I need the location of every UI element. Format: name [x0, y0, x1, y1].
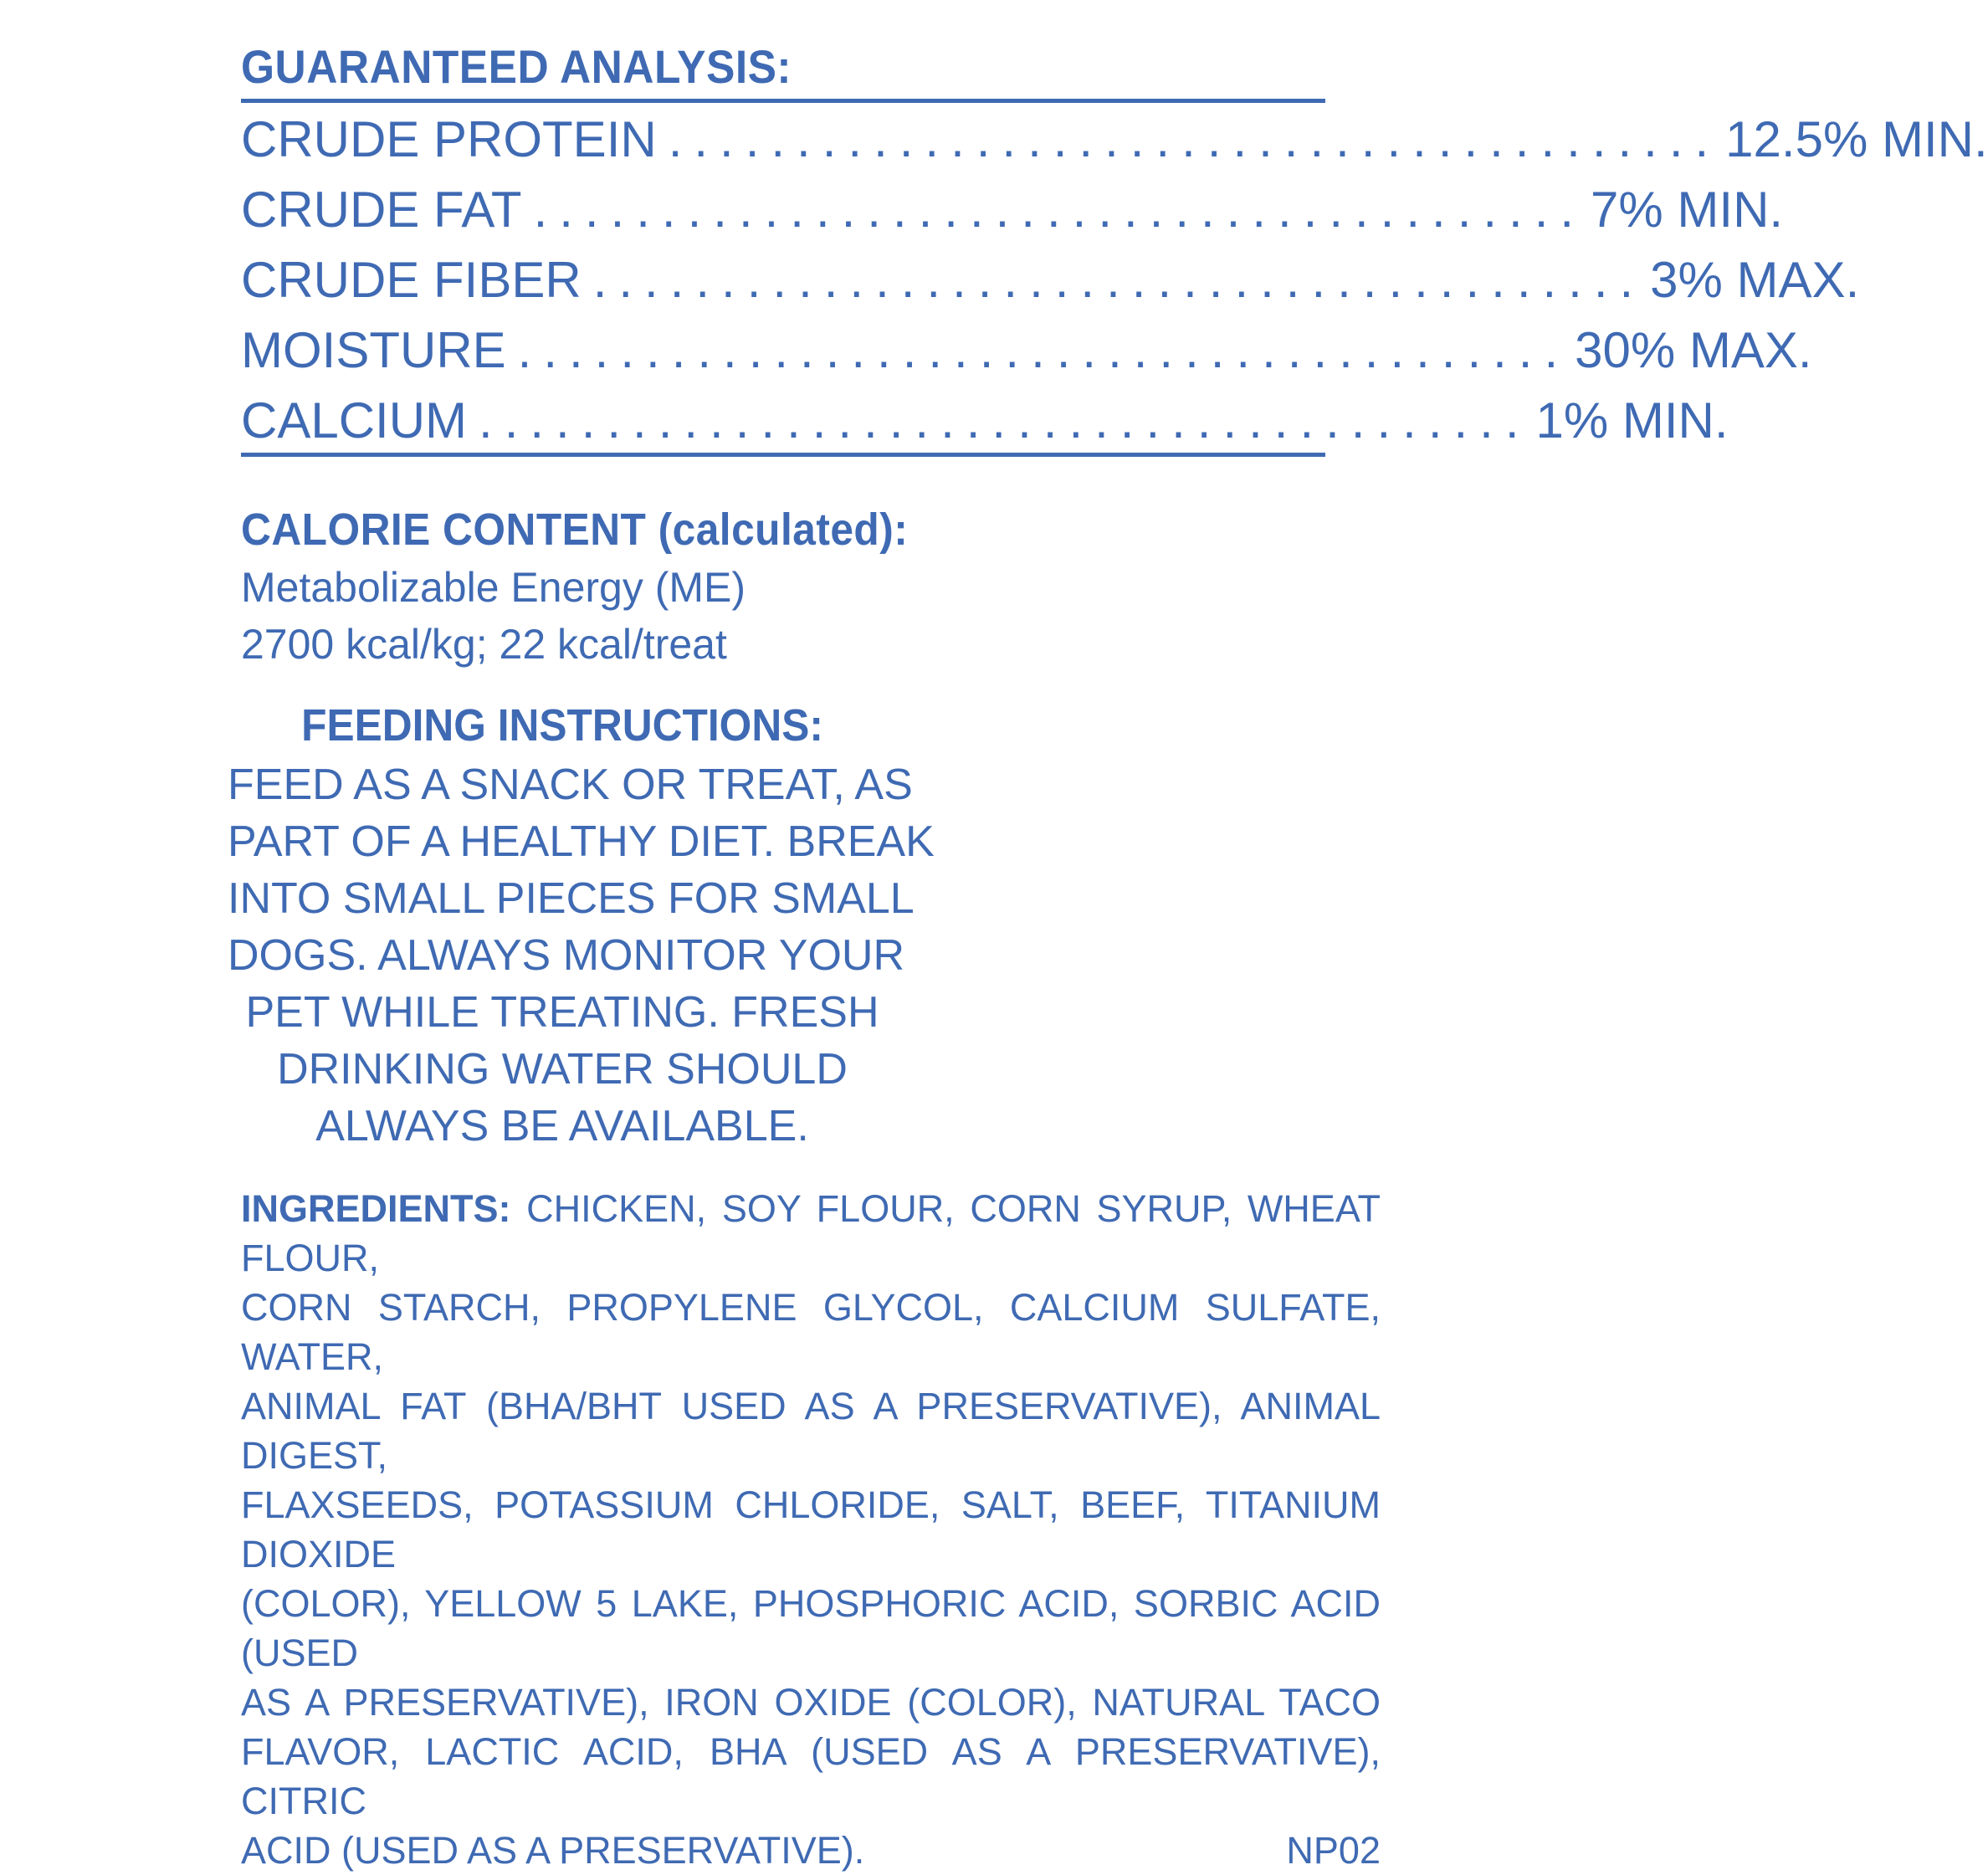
feeding-instructions-title: FEEDING INSTRUCTIONS: — [301, 700, 823, 751]
ingredients-line: CORN STARCH, PROPYLENE GLYCOL, CALCIUM SULFATE, WATER, — [241, 1286, 1381, 1378]
bottom-rule — [241, 453, 1325, 457]
ingredients — [241, 1184, 1381, 1875]
ingredients-text: CHICKEN, SOY FLOUR, CORN SYRUP, WHEAT FLOUR, — [241, 1187, 1381, 1279]
feeding-line: PET WHILE TREATING. FRESH — [245, 988, 879, 1037]
ingredients-line: ANIMAL FAT (BHA/BHT USED AS A PRESERVATIVE), ANIMAL DIGEST, — [241, 1385, 1381, 1477]
guaranteed-analysis-title: GUARANTEED ANALYSIS: — [241, 40, 792, 93]
analysis-row-moisture — [241, 321, 1812, 380]
analysis-name: CALCIUM — [241, 392, 468, 448]
dot-leader: ......................................... — [592, 252, 1646, 308]
analysis-value: 12.5% MIN. — [1725, 111, 1988, 167]
feeding-line: INTO SMALL PIECES FOR SMALL — [228, 874, 915, 923]
analysis-name: CRUDE FAT — [241, 182, 522, 238]
feeding-line: ALWAYS BE AVAILABLE. — [315, 1102, 809, 1150]
dot-leader: ......................................... — [479, 392, 1531, 448]
analysis-value: 30% MAX. — [1575, 322, 1812, 378]
feeding-line: DRINKING WATER SHOULD — [277, 1045, 848, 1094]
analysis-value: 3% MAX. — [1650, 252, 1860, 308]
feeding-line: FEED AS A SNACK OR TREAT, AS — [228, 761, 913, 809]
ingredients-line: FLAXSEEDS, POTASSIUM CHLORIDE, SALT, BEEF, TITANIUM DIOXIDE — [241, 1483, 1381, 1575]
analysis-row-calcium — [241, 392, 1729, 450]
ingredients-text: ACID (USED AS A PRESERVATIVE). — [241, 1829, 865, 1872]
analysis-name: CRUDE FIBER — [241, 252, 582, 308]
top-rule — [241, 99, 1325, 103]
feeding-instructions — [228, 700, 935, 1155]
analysis-row-crude-fat — [241, 181, 1784, 239]
ingredients-line — [241, 1184, 1381, 1283]
product-code: NP02 — [1286, 1829, 1381, 1872]
feeding-line: PART OF A HEALTHY DIET. BREAK — [228, 817, 935, 866]
ingredients-label: INGREDIENTS: — [241, 1187, 511, 1230]
ingredients-line: FLAVOR, LACTIC ACID, BHA (USED AS A PRESERVATIVE), CITRIC — [241, 1730, 1381, 1822]
calorie-energy-value: 2700 kcal/kg; 22 kcal/treat — [241, 621, 727, 668]
dot-leader: ......................................... — [517, 322, 1570, 378]
analysis-name: MOISTURE — [241, 322, 506, 378]
analysis-row-crude-protein — [241, 110, 1988, 169]
analysis-name: CRUDE PROTEIN — [241, 111, 657, 167]
dot-leader: ......................................... — [668, 111, 1721, 167]
analysis-value: 7% MIN. — [1591, 182, 1784, 238]
calorie-energy-label: Metabolizable Energy (ME) — [241, 564, 746, 611]
analysis-value: 1% MIN. — [1535, 392, 1729, 448]
ingredients-line: (COLOR), YELLOW 5 LAKE, PHOSPHORIC ACID, SORBIC ACID (USED — [241, 1582, 1381, 1674]
analysis-row-crude-fiber — [241, 251, 1860, 310]
dot-leader: ......................................... — [533, 182, 1586, 238]
ingredients-line: AS A PRESERVATIVE), IRON OXIDE (COLOR), NATURAL TACO — [241, 1681, 1381, 1724]
feeding-line: DOGS. ALWAYS MONITOR YOUR — [228, 931, 905, 980]
calorie-content-title: CALORIE CONTENT (calculated): — [241, 505, 909, 555]
ingredients-line — [241, 1826, 1381, 1875]
